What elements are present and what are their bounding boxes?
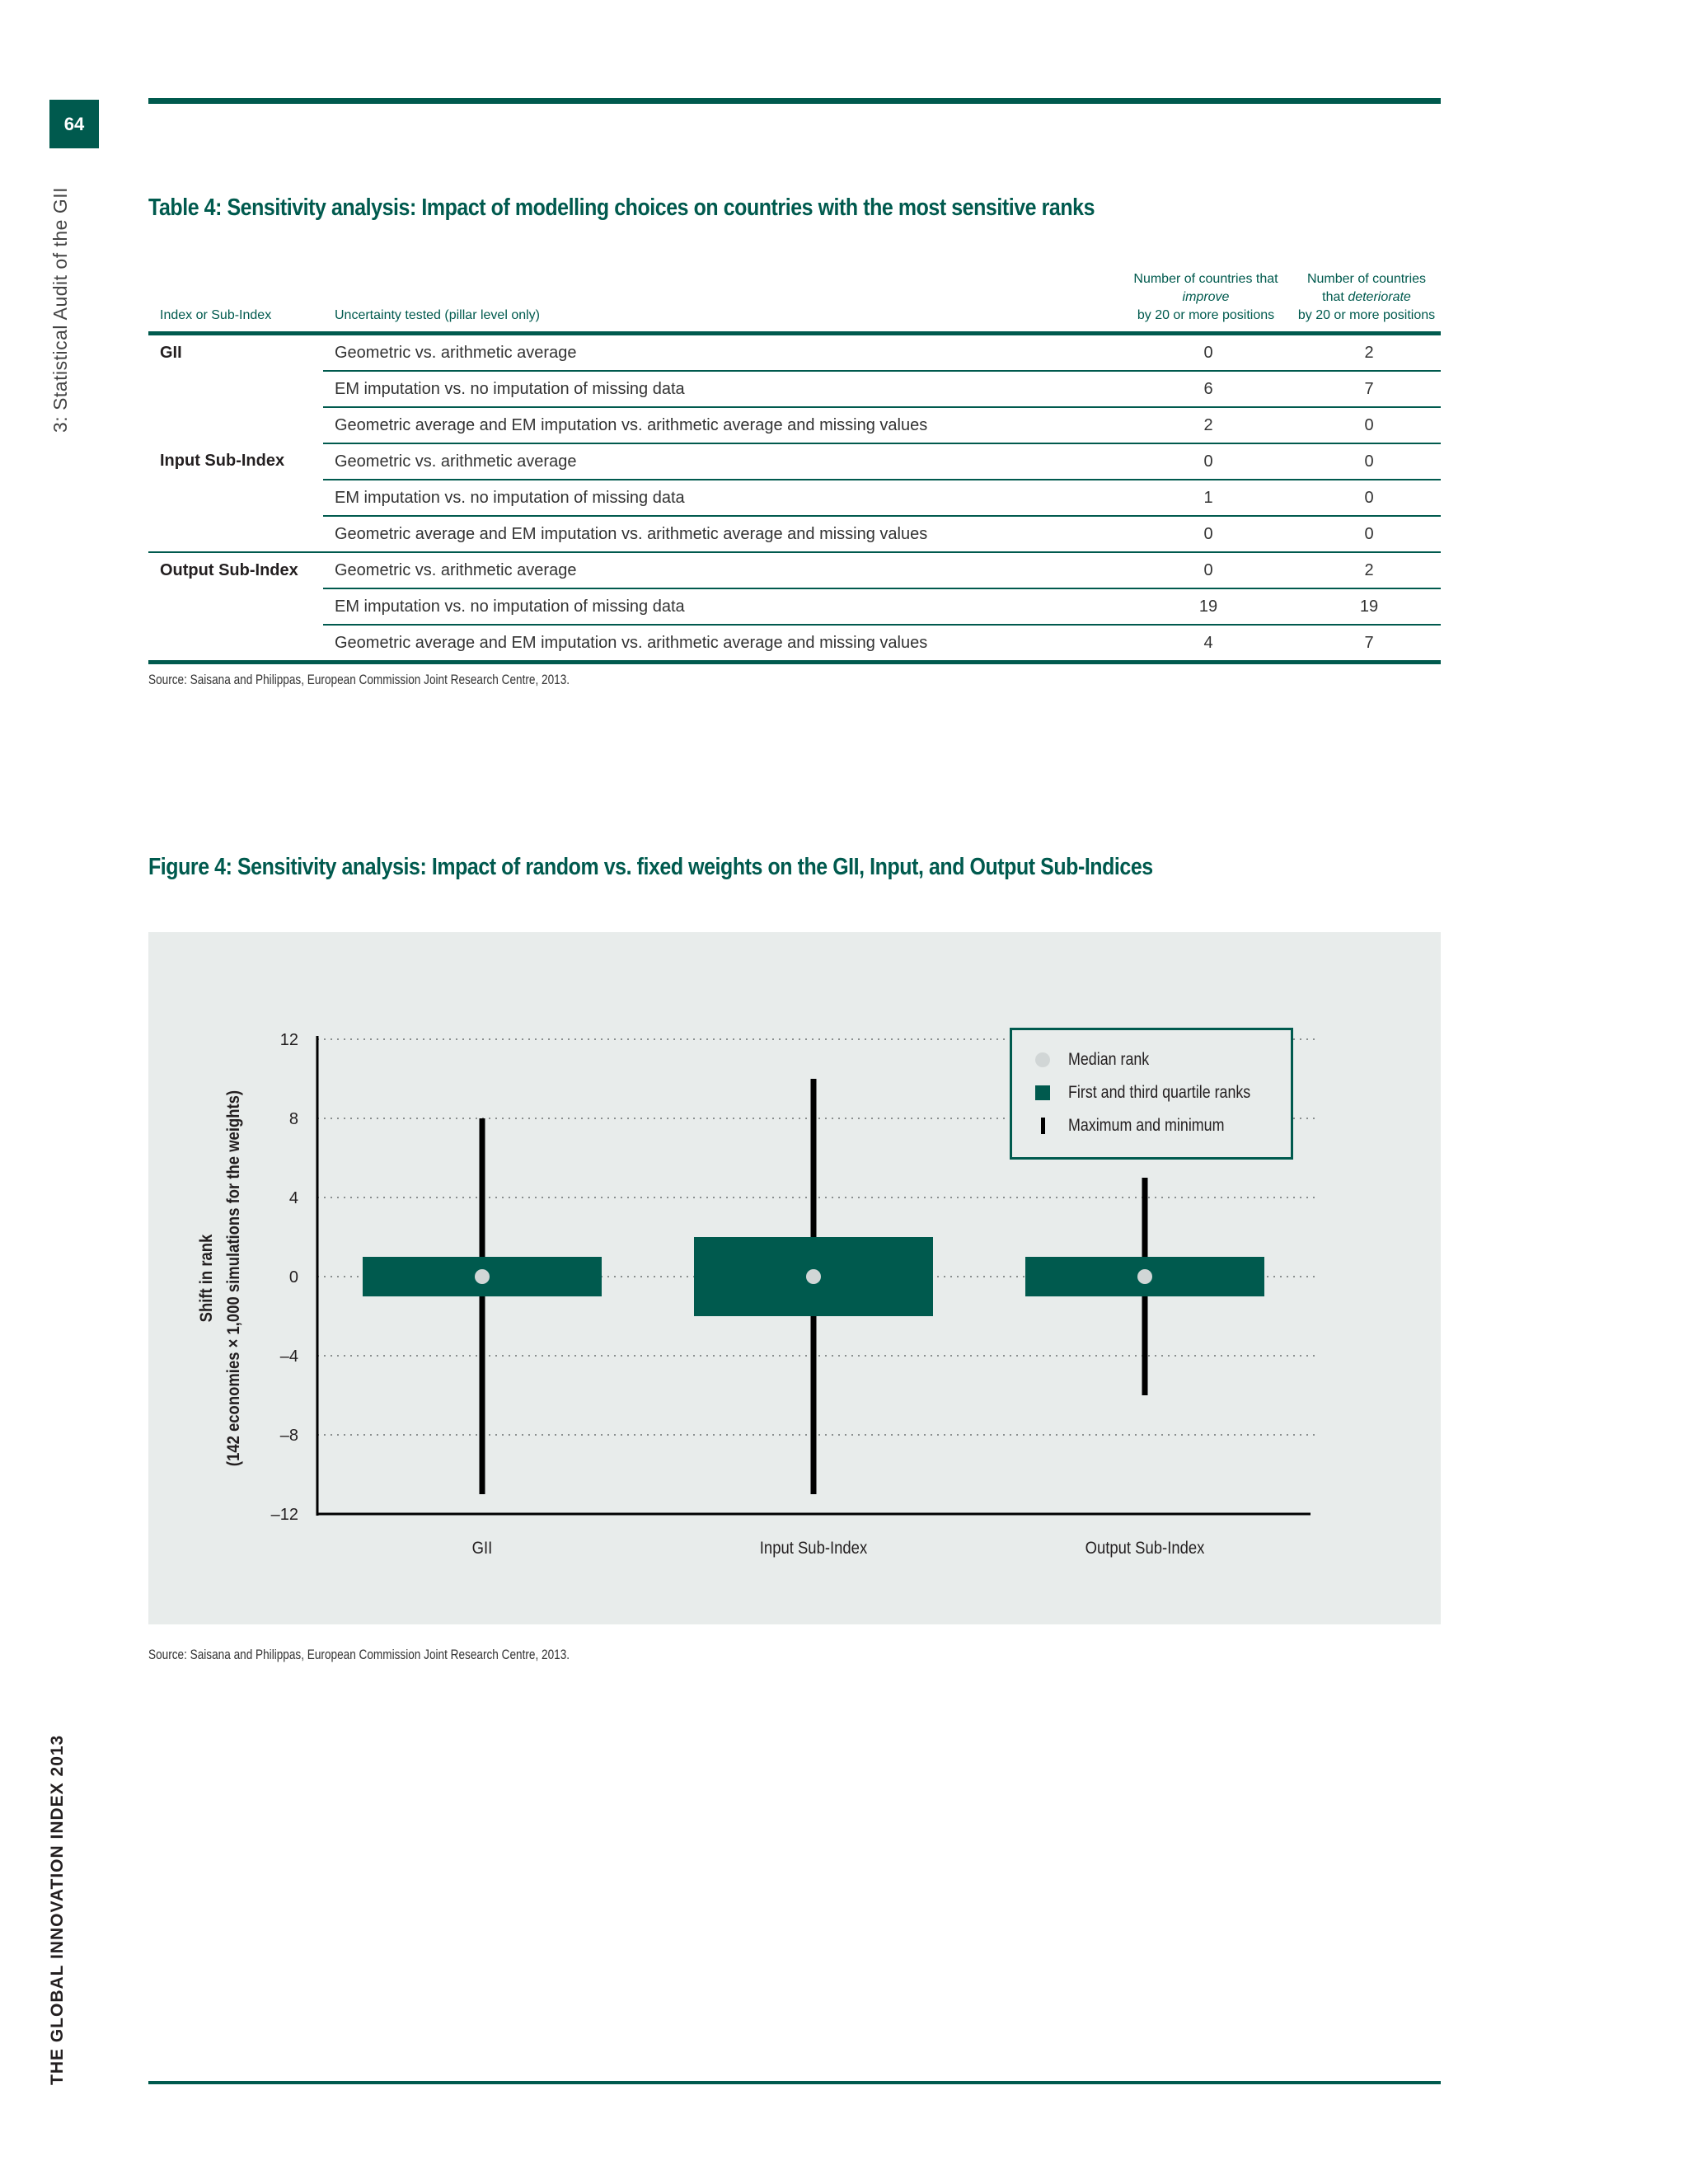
header-deteriorate-pre: Number of countries that: [1306, 272, 1427, 304]
table-row: [148, 407, 1441, 443]
deteriorate-cell: 0: [1292, 480, 1441, 516]
table-row: [148, 516, 1441, 552]
deteriorate-cell: 7: [1292, 371, 1441, 407]
header-uncertainty: Uncertainty tested (pillar level only): [323, 262, 1119, 334]
header-improve-post: by 20 or more positions: [1137, 308, 1275, 322]
table-source: Source: Saisana and Philippas, European Commission Joint Research Centre, 2013.: [148, 672, 570, 687]
y-axis-sublabel: (142 economies × 1,000 simulations for the weights): [223, 1090, 244, 1467]
median-swatch: [1035, 1052, 1050, 1067]
test-cell: Geometric vs. arithmetic average: [323, 552, 1119, 588]
header-deteriorate-post: by 20 or more positions: [1297, 308, 1436, 322]
median-point-output-sub-index: [1137, 1269, 1152, 1284]
y-axis-label: Shift in rank: [196, 1234, 217, 1323]
deteriorate-cell: 0: [1292, 516, 1441, 552]
test-cell: Geometric vs. arithmetic average: [323, 334, 1119, 372]
test-cell: EM imputation vs. no imputation of missing data: [323, 480, 1119, 516]
deteriorate-cell: 19: [1292, 588, 1441, 625]
y-tick-label: 8: [288, 1110, 298, 1128]
table-row: [148, 443, 1441, 480]
improve-cell: 0: [1119, 552, 1292, 588]
bottom-rule: [148, 2081, 1441, 2084]
header-index: Index or Sub-Index: [148, 262, 323, 334]
y-tick-label: –4: [279, 1347, 298, 1366]
group-label: GII: [160, 344, 182, 362]
figure-source: Source: Saisana and Philippas, European Commission Joint Research Centre, 2013.: [148, 1647, 570, 1662]
legend-label: Median rank: [1068, 1050, 1150, 1069]
minmax-swatch: [1041, 1118, 1045, 1134]
improve-cell: 1: [1119, 480, 1292, 516]
table-row: [148, 371, 1441, 407]
test-cell: Geometric vs. arithmetic average: [323, 443, 1119, 480]
improve-cell: 2: [1119, 407, 1292, 443]
test-cell: Geometric average and EM imputation vs. arithmetic average and missing values: [323, 625, 1119, 663]
page-number: 64: [49, 100, 99, 148]
improve-cell: 19: [1119, 588, 1292, 625]
improve-cell: 6: [1119, 371, 1292, 407]
header-improve-pre: Number of countries that: [1133, 272, 1278, 286]
y-tick-label: –12: [270, 1506, 298, 1524]
test-cell: Geometric average and EM imputation vs. arithmetic average and missing values: [323, 407, 1119, 443]
legend-item-median: [1035, 1050, 1164, 1070]
legend-label: First and third quartile ranks: [1068, 1083, 1251, 1102]
group-label: Output Sub-Index: [148, 552, 323, 663]
header-improve: [1119, 262, 1292, 334]
sensitivity-table: [148, 262, 1441, 664]
y-tick-label: 0: [288, 1268, 298, 1286]
table-title: Table 4: Sensitivity analysis: Impact of modelling choices on countries with the most sensitive ranks: [148, 194, 1095, 221]
deteriorate-cell: 0: [1292, 407, 1441, 443]
median-point-gii: [475, 1269, 490, 1284]
whisker-gii: [480, 1118, 485, 1494]
chapter-label: 3: Statistical Audit of the GII: [49, 186, 71, 433]
x-category-label: Input Sub-Index: [759, 1538, 868, 1558]
quartile-swatch: [1035, 1085, 1050, 1100]
figure-title: Figure 4: Sensitivity analysis: Impact of random vs. fixed weights on the GII, Input, and Output Sub-Indices: [148, 854, 1153, 880]
legend-item-quartiles: [1035, 1083, 1282, 1103]
test-cell: EM imputation vs. no imputation of missing data: [323, 371, 1119, 407]
improve-cell: 0: [1119, 443, 1292, 480]
table-header-row: [148, 262, 1441, 334]
deteriorate-cell: 2: [1292, 334, 1441, 372]
improve-cell: 0: [1119, 516, 1292, 552]
table-row: [148, 552, 1441, 588]
y-tick-label: 12: [279, 1031, 298, 1049]
deteriorate-cell: 0: [1292, 443, 1441, 480]
x-category-label: GII: [471, 1538, 493, 1558]
improve-cell: 0: [1119, 334, 1292, 372]
y-tick-label: –8: [279, 1427, 298, 1445]
test-cell: Geometric average and EM imputation vs. arithmetic average and missing values: [323, 516, 1119, 552]
header-improve-em: improve: [1182, 290, 1230, 304]
header-deteriorate: [1292, 262, 1441, 334]
table-row: [148, 480, 1441, 516]
test-cell: EM imputation vs. no imputation of missing data: [323, 588, 1119, 625]
deteriorate-cell: 7: [1292, 625, 1441, 663]
improve-cell: 4: [1119, 625, 1292, 663]
table-row: [148, 334, 1441, 372]
legend-label: Maximum and minimum: [1068, 1116, 1225, 1135]
y-tick-label: 4: [288, 1189, 298, 1207]
header-deteriorate-em: deteriorate: [1348, 290, 1411, 304]
table-row: [148, 588, 1441, 625]
deteriorate-cell: 2: [1292, 552, 1441, 588]
chart-legend: [1010, 1028, 1293, 1160]
chart-panel: [148, 932, 1441, 1624]
x-category-label: Output Sub-Index: [1085, 1538, 1205, 1558]
table-row: [148, 625, 1441, 663]
group-label: Input Sub-Index: [148, 443, 323, 552]
top-rule: [148, 98, 1441, 104]
legend-item-minmax: [1035, 1116, 1252, 1136]
publication-label: THE GLOBAL INNOVATION INDEX 2013: [48, 1734, 67, 2085]
median-point-input-sub-index: [806, 1269, 821, 1284]
